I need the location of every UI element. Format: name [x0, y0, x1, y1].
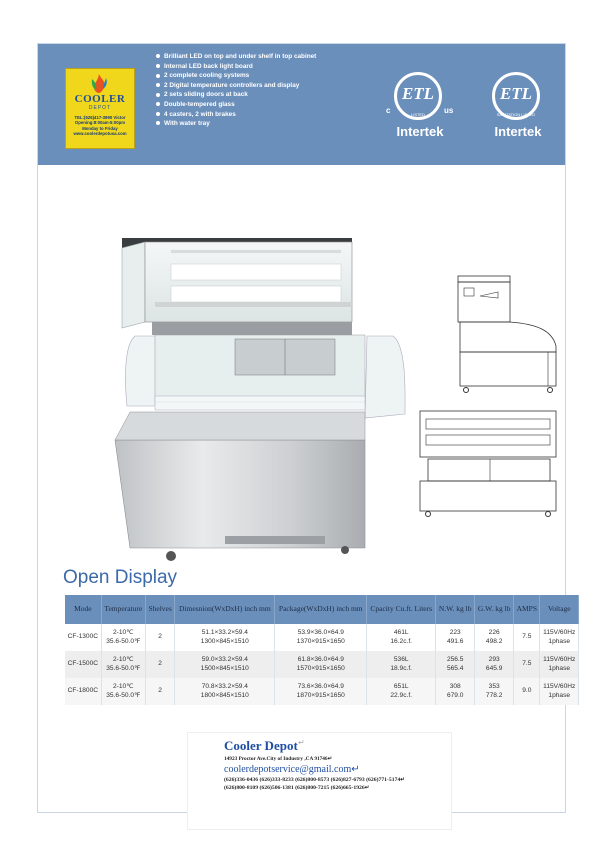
table-header-row [65, 595, 579, 624]
flame-icon [88, 73, 110, 95]
bullet-icon [156, 121, 160, 125]
etl-mark: ETL [499, 84, 533, 103]
contact-address: 14923 Proctor Ave.City of Industry ,CA 91746↵ [224, 756, 333, 762]
logo-contact-line: TEL:(626)417-3990 Victor [74, 115, 126, 120]
header-dimension: Dimesnion(WxDxH) inch mm [175, 595, 275, 624]
cell-package: 53.9×36.0×64.9 1370×915×1650 [275, 624, 367, 651]
cell-dimension: 70.8×33.2×59.4 1800×845×1510 [175, 678, 275, 705]
cell-capacity: 461L 16.2c.f. [367, 624, 436, 651]
spec-table [65, 595, 579, 705]
cell-gross-weight: 293 645.9 [475, 651, 514, 678]
bullet-icon [156, 112, 160, 116]
paragraph-mark: ↵ [298, 738, 305, 747]
cert-listed-label: SANITATION LISTED [496, 112, 536, 117]
cell-amps: 7.5 [514, 624, 540, 651]
feature-item: Internal LED back light board [156, 62, 316, 72]
cell-shelves: 2 [145, 678, 174, 705]
feature-item: Brilliant LED on top and under shelf in top cabinet [156, 52, 316, 62]
contact-company-name: Cooler Depot [224, 738, 298, 753]
feature-item: 2 complete cooling systems [156, 71, 316, 81]
cell-temperature: 2-10℃ 35.6-50.0℉ [101, 624, 145, 651]
header-banner [38, 44, 565, 165]
feature-item: With water tray [156, 119, 316, 129]
section-title: Open Display [63, 567, 178, 588]
contact-phones-line: (626)800-8109 (626)506-1381 (626)800-7215 (626)665-1926↵ [224, 785, 370, 791]
cert-company: Intertek [396, 124, 444, 139]
cell-voltage: 115V/60Hz 1phase [540, 651, 579, 678]
bullet-icon [156, 54, 160, 58]
contact-email-link[interactable]: coolerdepotservice@gmail.com↵ [224, 764, 360, 775]
cell-capacity: 651L 22.9c.f. [367, 678, 436, 705]
cell-amps: 7.5 [514, 651, 540, 678]
bullet-icon [156, 74, 160, 78]
cell-package: 73.6×36.0×64.9 1870×915×1650 [275, 678, 367, 705]
cell-net-weight: 308 679.0 [436, 678, 475, 705]
feature-item: 2 sets sliding doors at back [156, 90, 316, 100]
cell-shelves: 2 [145, 624, 174, 651]
header-capacity: Cpacity Cu.ft. Liters [367, 595, 436, 624]
etl-mark: ETL [401, 84, 435, 103]
cell-package: 61.8×36.0×64.9 1570×915×1650 [275, 651, 367, 678]
header-gross-weight: G.W. kg lb [475, 595, 514, 624]
table-row [65, 624, 579, 651]
cell-capacity: 536L 18.9c.f. [367, 651, 436, 678]
header-amps: AMPS [514, 595, 540, 624]
cell-mode: CF-1800C [65, 678, 101, 705]
logo-contact-line: Opening:8:00am-5:00pm [74, 120, 126, 126]
table-row [65, 651, 579, 678]
feature-item: 4 casters, 2 with brakes [156, 110, 316, 120]
bullet-icon [156, 83, 160, 87]
cell-dimension: 51.1×33.2×59.4 1300×845×1510 [175, 624, 275, 651]
cert-region-right: us [444, 106, 454, 115]
cell-gross-weight: 353 778.2 [475, 678, 514, 705]
header-mode: Mode [65, 595, 101, 624]
cell-net-weight: 223 491.6 [436, 624, 475, 651]
cell-voltage: 115V/60Hz 1phase [540, 678, 579, 705]
logo-contact-line: www.coolerdepotusa.com [73, 130, 127, 136]
cell-gross-weight: 226 498.2 [475, 624, 514, 651]
contact-phones-line: (626)336-0436 (626)333-8233 (626)800-8573 (626)827-6793 (626)771-5174↵ [224, 777, 406, 783]
logo-contact-line: Monday to Friday [82, 125, 118, 131]
logo-subtitle: DEPOT [88, 105, 112, 111]
side-view-schematic [456, 274, 566, 400]
bullet-icon [156, 64, 160, 68]
front-view-schematic [418, 409, 558, 519]
etl-sanitation-certification [484, 72, 552, 156]
cell-temperature: 2-10℃ 35.6-50.0℉ [101, 678, 145, 705]
spec-sheet [37, 43, 576, 813]
feature-item: 2 Digital temperature controllers and display [156, 81, 316, 91]
cell-amps: 9.0 [514, 678, 540, 705]
table-row [65, 678, 579, 705]
cell-mode: CF-1500C [65, 651, 101, 678]
bullet-icon [156, 102, 160, 106]
cert-listed-label: LISTED [410, 112, 425, 117]
product-photo [75, 236, 407, 576]
header-net-weight: N.W. kg lb [436, 595, 475, 624]
cert-company: Intertek [494, 124, 542, 139]
header-shelves: Shelves [145, 595, 174, 624]
cert-region-left: c [386, 106, 391, 115]
logo-brand: COOLER [74, 93, 126, 105]
contact-card [188, 733, 451, 829]
header-package: Package(WxDxH) inch mm [275, 595, 367, 624]
feature-list [156, 52, 316, 129]
feature-item: Double-tempered glass [156, 100, 316, 110]
cell-shelves: 2 [145, 651, 174, 678]
bullet-icon [156, 93, 160, 97]
logo-contact [68, 115, 132, 136]
etl-listed-certification [386, 72, 454, 156]
cell-temperature: 2-10℃ 35.6-50.0℉ [101, 651, 145, 678]
header-temperature: Temperature [101, 595, 145, 624]
cell-dimension: 59.0×33.2×59.4 1500×845×1510 [175, 651, 275, 678]
company-logo [65, 68, 135, 149]
cell-mode: CF-1300C [65, 624, 101, 651]
cell-net-weight: 256.5 565.4 [436, 651, 475, 678]
cell-voltage: 115V/60Hz 1phase [540, 624, 579, 651]
header-voltage: Voltage [540, 595, 579, 624]
